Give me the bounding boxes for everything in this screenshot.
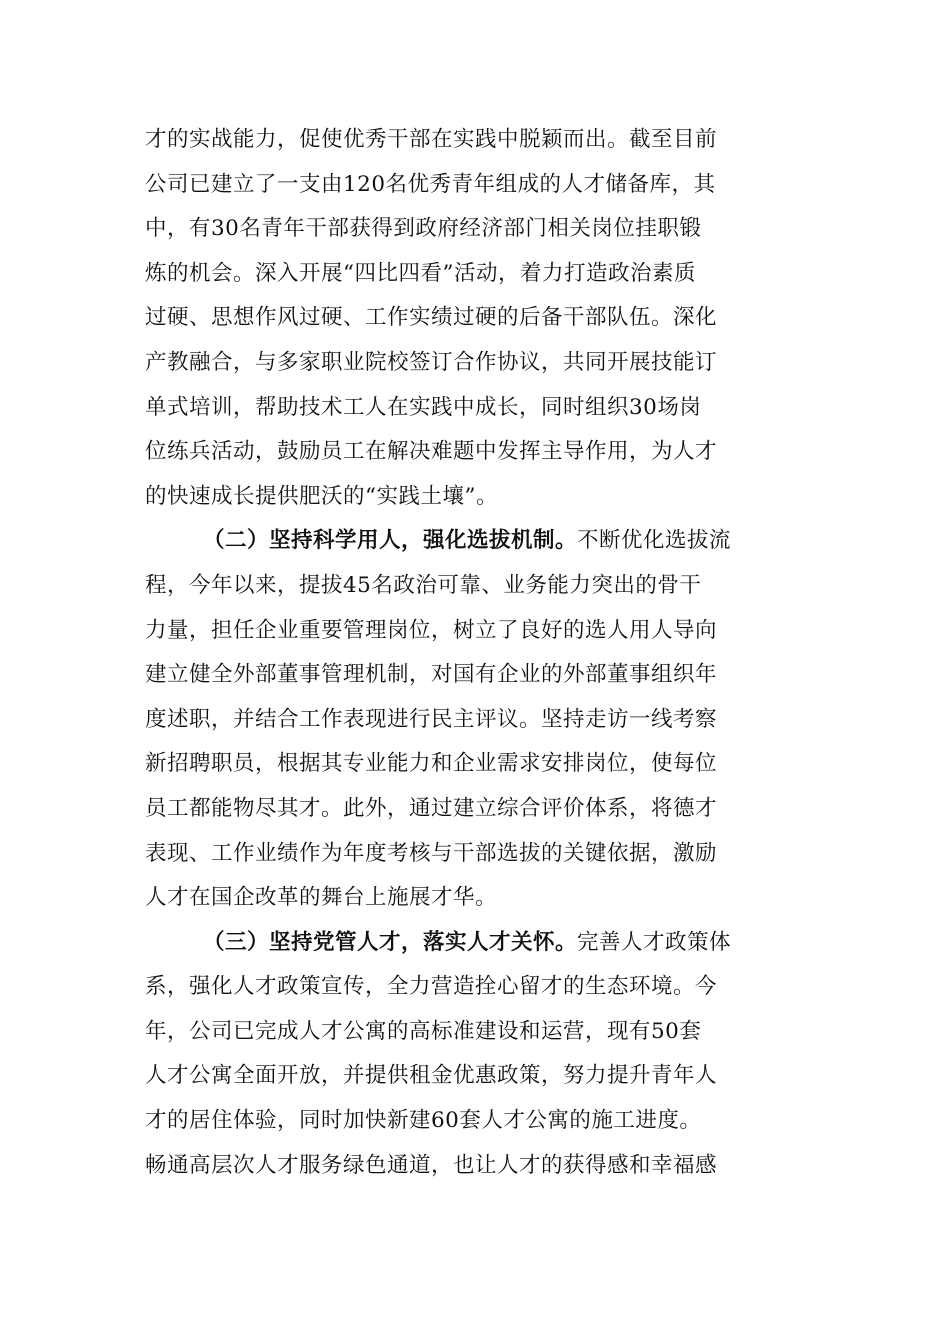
- text-line: 建立健全外部董事管理机制，对国有企业的外部董事组织年: [145, 662, 718, 688]
- section-2-first-line-text: 不断优化选拔流: [577, 528, 732, 554]
- text-line: 年，公司已完成人才公寓的高标准建设和运营，现有50套: [145, 1018, 702, 1044]
- text-line: 炼的机会。深入开展“四比四看”活动，着力打造政治素质: [145, 260, 696, 286]
- document-body: [145, 118, 809, 1188]
- section-3-first-line-text: 完善人才政策体: [577, 929, 732, 955]
- text-line: 才的实战能力，促使优秀干部在实践中脱颖而出。截至目前: [145, 127, 718, 152]
- section-3-first-line: [145, 921, 809, 966]
- text-line: 力量，担任企业重要管理岗位，树立了良好的选人用人导向: [145, 617, 718, 643]
- section-3-paragraph: [145, 921, 809, 1189]
- paragraph-1: [145, 118, 809, 519]
- text-line: 过硬、思想作风过硬、工作实绩过硬的后备干部队伍。深化: [145, 305, 718, 331]
- text-line: 度述职，并结合工作表现进行民主评议。坚持走访一线考察: [145, 706, 718, 732]
- text-line: 新招聘职员，根据其专业能力和企业需求安排岗位，使每位: [145, 751, 718, 777]
- text-line: 中，有30名青年干部获得到政府经济部门相关岗位挂职锻: [145, 216, 702, 242]
- text-line: 公司已建立了一支由120名优秀青年组成的人才储备库，其: [145, 171, 716, 197]
- text-line: 系，强化人才政策宣传，全力营造拴心留才的生态环境。今: [145, 974, 718, 1000]
- section-2-paragraph: [145, 519, 809, 920]
- text-line: 员工都能物尽其才。此外，通过建立综合评价体系，将德才: [145, 795, 718, 821]
- text-line: 畅通高层次人才服务绿色通道，也让人才的获得感和幸福感: [145, 1152, 718, 1178]
- text-line: 才的居住体验，同时加快新建60套人才公寓的施工进度。: [145, 1108, 702, 1134]
- text-line: 位练兵活动，鼓励员工在解决难题中发挥主导作用，为人才: [145, 439, 718, 465]
- text-line: 单式培训，帮助技术工人在实践中成长，同时组织30场岗: [145, 394, 702, 420]
- section-2-first-line: [145, 519, 809, 564]
- text-line: 人才在国企改革的舞台上施展才华。: [145, 885, 498, 911]
- section-3-heading: （三）坚持党管人才，落实人才关怀。: [203, 929, 578, 955]
- text-line: 产教融合，与多家职业院校签订合作协议，共同开展技能订: [145, 349, 718, 375]
- text-line: 人才公寓全面开放，并提供租金优惠政策，努力提升青年人: [145, 1063, 718, 1089]
- text-line: 程，今年以来，提拔45名政治可靠、业务能力突出的骨干: [145, 572, 702, 598]
- section-2-heading: （二）坚持科学用人，强化选拔机制。: [203, 528, 578, 554]
- text-line: 的快速成长提供肥沃的“实践土壤”。: [145, 483, 498, 509]
- text-line: 表现、工作业绩作为年度考核与干部选拔的关键依据，激励: [145, 840, 718, 866]
